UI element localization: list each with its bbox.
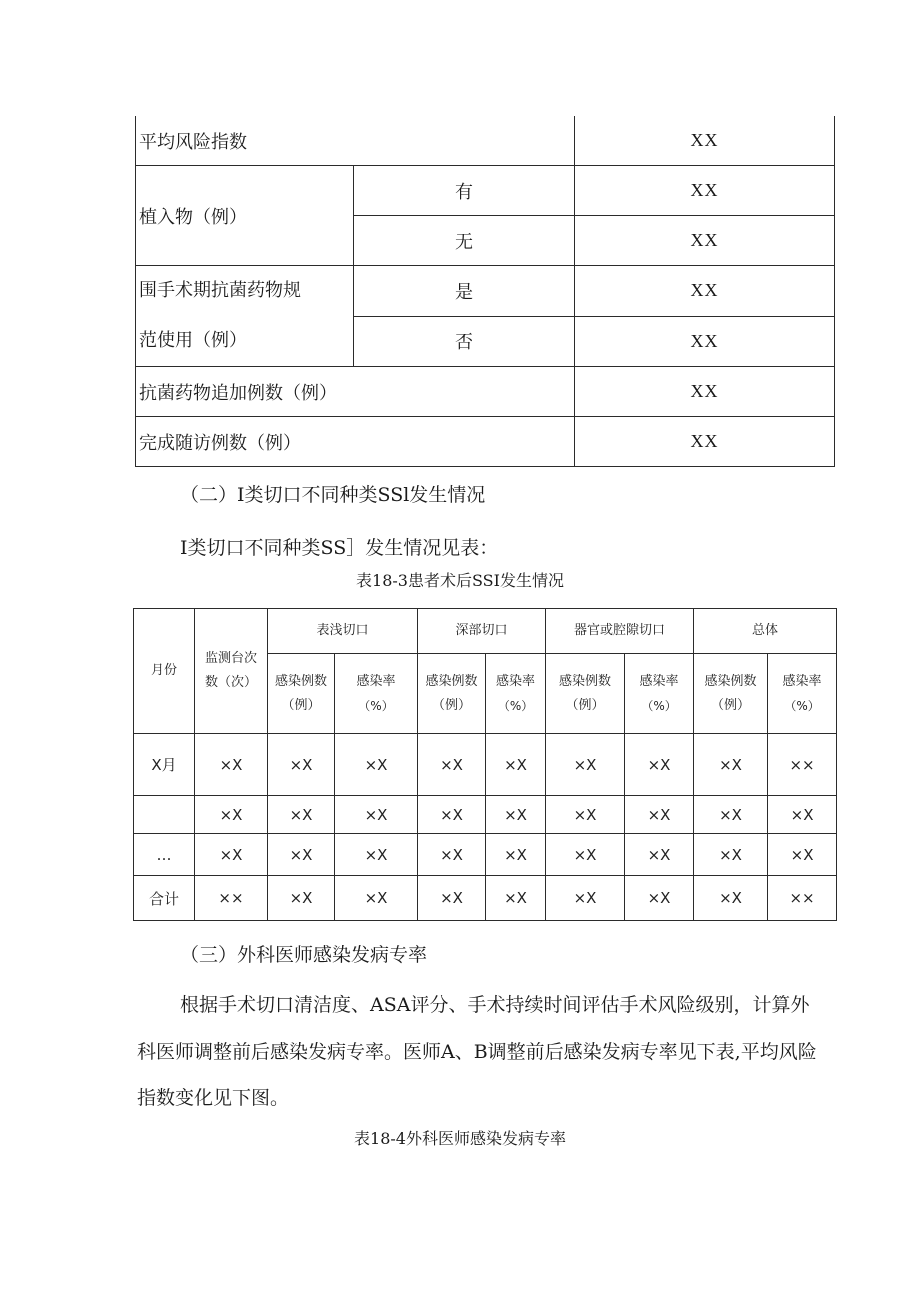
- header-count-line2: （例）: [281, 697, 321, 713]
- row-value: XX: [575, 367, 835, 417]
- row-label: 完成随访例数（例）: [136, 417, 575, 467]
- month-cell: 合计: [134, 876, 195, 921]
- header-group-total: 总体: [694, 609, 837, 654]
- header-rate: [625, 654, 694, 734]
- data-cell: ×X: [486, 834, 546, 876]
- header-monitor-line1: 监测台次: [204, 651, 257, 666]
- data-cell: ×X: [268, 834, 335, 876]
- data-cell: ×X: [486, 734, 546, 796]
- data-cell: ×X: [768, 834, 837, 876]
- header-rate-line2: （%）: [358, 698, 394, 713]
- header-rate-line2: （%）: [641, 698, 677, 713]
- header-rate-line1: 感染率: [496, 673, 536, 689]
- data-cell: ×X: [195, 734, 268, 796]
- data-cell: ××: [768, 876, 837, 921]
- row-label: 植入物（例）: [136, 166, 354, 266]
- header-count-line2: （例）: [432, 697, 472, 713]
- header-rate-line1: 感染率: [639, 673, 679, 689]
- header-monitor-line2: 数（次）: [204, 675, 257, 690]
- section2-heading: （二）I类切口不同种类SSl发生情况: [180, 484, 486, 506]
- data-cell: ×X: [335, 796, 418, 834]
- data-cell: ×X: [195, 834, 268, 876]
- section2-intro: I类切口不同种类SS］发生情况见表：: [180, 537, 499, 559]
- data-cell: ××: [195, 876, 268, 921]
- table-row: [134, 834, 837, 876]
- header-count-line2: （例）: [711, 697, 751, 713]
- row-label: 平均风险指数: [136, 116, 575, 166]
- row-option: 是: [354, 266, 575, 317]
- header-group-deep: 深部切口: [418, 609, 546, 654]
- table-row: [136, 166, 835, 216]
- header-count: [546, 654, 625, 734]
- header-rate-line1: 感染率: [782, 673, 822, 689]
- header-monitor: [195, 609, 268, 734]
- row-value: XX: [575, 216, 835, 266]
- table3-caption: 表18-4外科医师感染发病专率: [354, 1129, 566, 1148]
- data-cell: ×X: [546, 876, 625, 921]
- table-row: [136, 367, 835, 417]
- header-count-line2: （例）: [565, 697, 605, 713]
- data-cell: ×X: [625, 834, 694, 876]
- data-cell: ×X: [335, 834, 418, 876]
- table-row: [136, 417, 835, 467]
- row-value: XX: [575, 316, 835, 367]
- risk-summary-table: [135, 116, 835, 467]
- header-rate: [768, 654, 837, 734]
- data-cell: ×X: [546, 834, 625, 876]
- data-cell: ×X: [625, 734, 694, 796]
- data-cell: ×X: [335, 734, 418, 796]
- data-cell: ×X: [625, 876, 694, 921]
- data-cell: ×X: [486, 796, 546, 834]
- header-group-superficial: 表浅切口: [268, 609, 418, 654]
- header-count: [418, 654, 486, 734]
- header-count: [694, 654, 768, 734]
- header-rate: [335, 654, 418, 734]
- data-cell: ×X: [694, 796, 768, 834]
- table-row: [134, 734, 837, 796]
- header-month: 月份: [134, 609, 195, 734]
- row-label-line2: 范使用（例）: [139, 330, 247, 351]
- header-count-line1: 感染例数: [425, 673, 478, 689]
- month-cell: X月: [134, 734, 195, 796]
- table2-caption: 表18-3患者术后SSI发生情况: [356, 571, 564, 590]
- ssi-table: [133, 608, 837, 921]
- section3-heading: （三）外科医师感染发病专率: [180, 944, 428, 966]
- data-cell: ×X: [268, 734, 335, 796]
- data-cell: ××: [768, 734, 837, 796]
- header-count: [268, 654, 335, 734]
- data-cell: ×X: [268, 876, 335, 921]
- data-cell: ×X: [418, 876, 486, 921]
- data-cell: ×X: [418, 796, 486, 834]
- table-row: [134, 796, 837, 834]
- data-cell: ×X: [546, 796, 625, 834]
- row-label: 抗菌药物追加例数（例）: [136, 367, 575, 417]
- data-cell: ×X: [546, 734, 625, 796]
- row-value: XX: [575, 266, 835, 317]
- header-count-line1: 感染例数: [274, 673, 327, 689]
- data-cell: ×X: [694, 876, 768, 921]
- row-option: 否: [354, 316, 575, 367]
- data-cell: ×X: [694, 734, 768, 796]
- section3-para-line3: 指数变化见下图。: [137, 1087, 290, 1109]
- row-value: XX: [575, 116, 835, 166]
- data-cell: ×X: [418, 834, 486, 876]
- data-cell: ×X: [486, 876, 546, 921]
- data-cell: ×X: [625, 796, 694, 834]
- month-cell: …: [134, 834, 195, 876]
- row-option: 无: [354, 216, 575, 266]
- header-rate-line2: （%）: [784, 698, 820, 713]
- data-cell: ×X: [768, 796, 837, 834]
- data-cell: ×X: [335, 876, 418, 921]
- section3-para-line2: 科医师调整前后感染发病专率。医师A、B调整前后感染发病专率见下表,平均风险: [137, 1041, 817, 1063]
- data-cell: ×X: [694, 834, 768, 876]
- table-row: [134, 876, 837, 921]
- data-cell: ×X: [195, 796, 268, 834]
- data-cell: ×X: [268, 796, 335, 834]
- header-group-organ: 器官或腔隙切口: [546, 609, 694, 654]
- header-count-line1: 感染例数: [559, 673, 612, 689]
- data-cell: ×X: [418, 734, 486, 796]
- month-cell: [134, 796, 195, 834]
- row-value: XX: [575, 417, 835, 467]
- row-option: 有: [354, 166, 575, 216]
- table-row: [136, 266, 835, 317]
- table-header-row: [134, 609, 837, 654]
- header-rate: [486, 654, 546, 734]
- row-label: [136, 266, 354, 367]
- row-value: XX: [575, 166, 835, 216]
- header-rate-line2: （%）: [497, 698, 534, 713]
- section3-para-line1: 根据手术切口清洁度、ASA评分、手术持续时间评估手术风险级别，计算外: [180, 994, 810, 1016]
- table-row: [136, 116, 835, 166]
- header-count-line1: 感染例数: [704, 673, 757, 689]
- row-label-line1: 围手术期抗菌药物规: [139, 280, 301, 301]
- header-rate-line1: 感染率: [356, 673, 396, 689]
